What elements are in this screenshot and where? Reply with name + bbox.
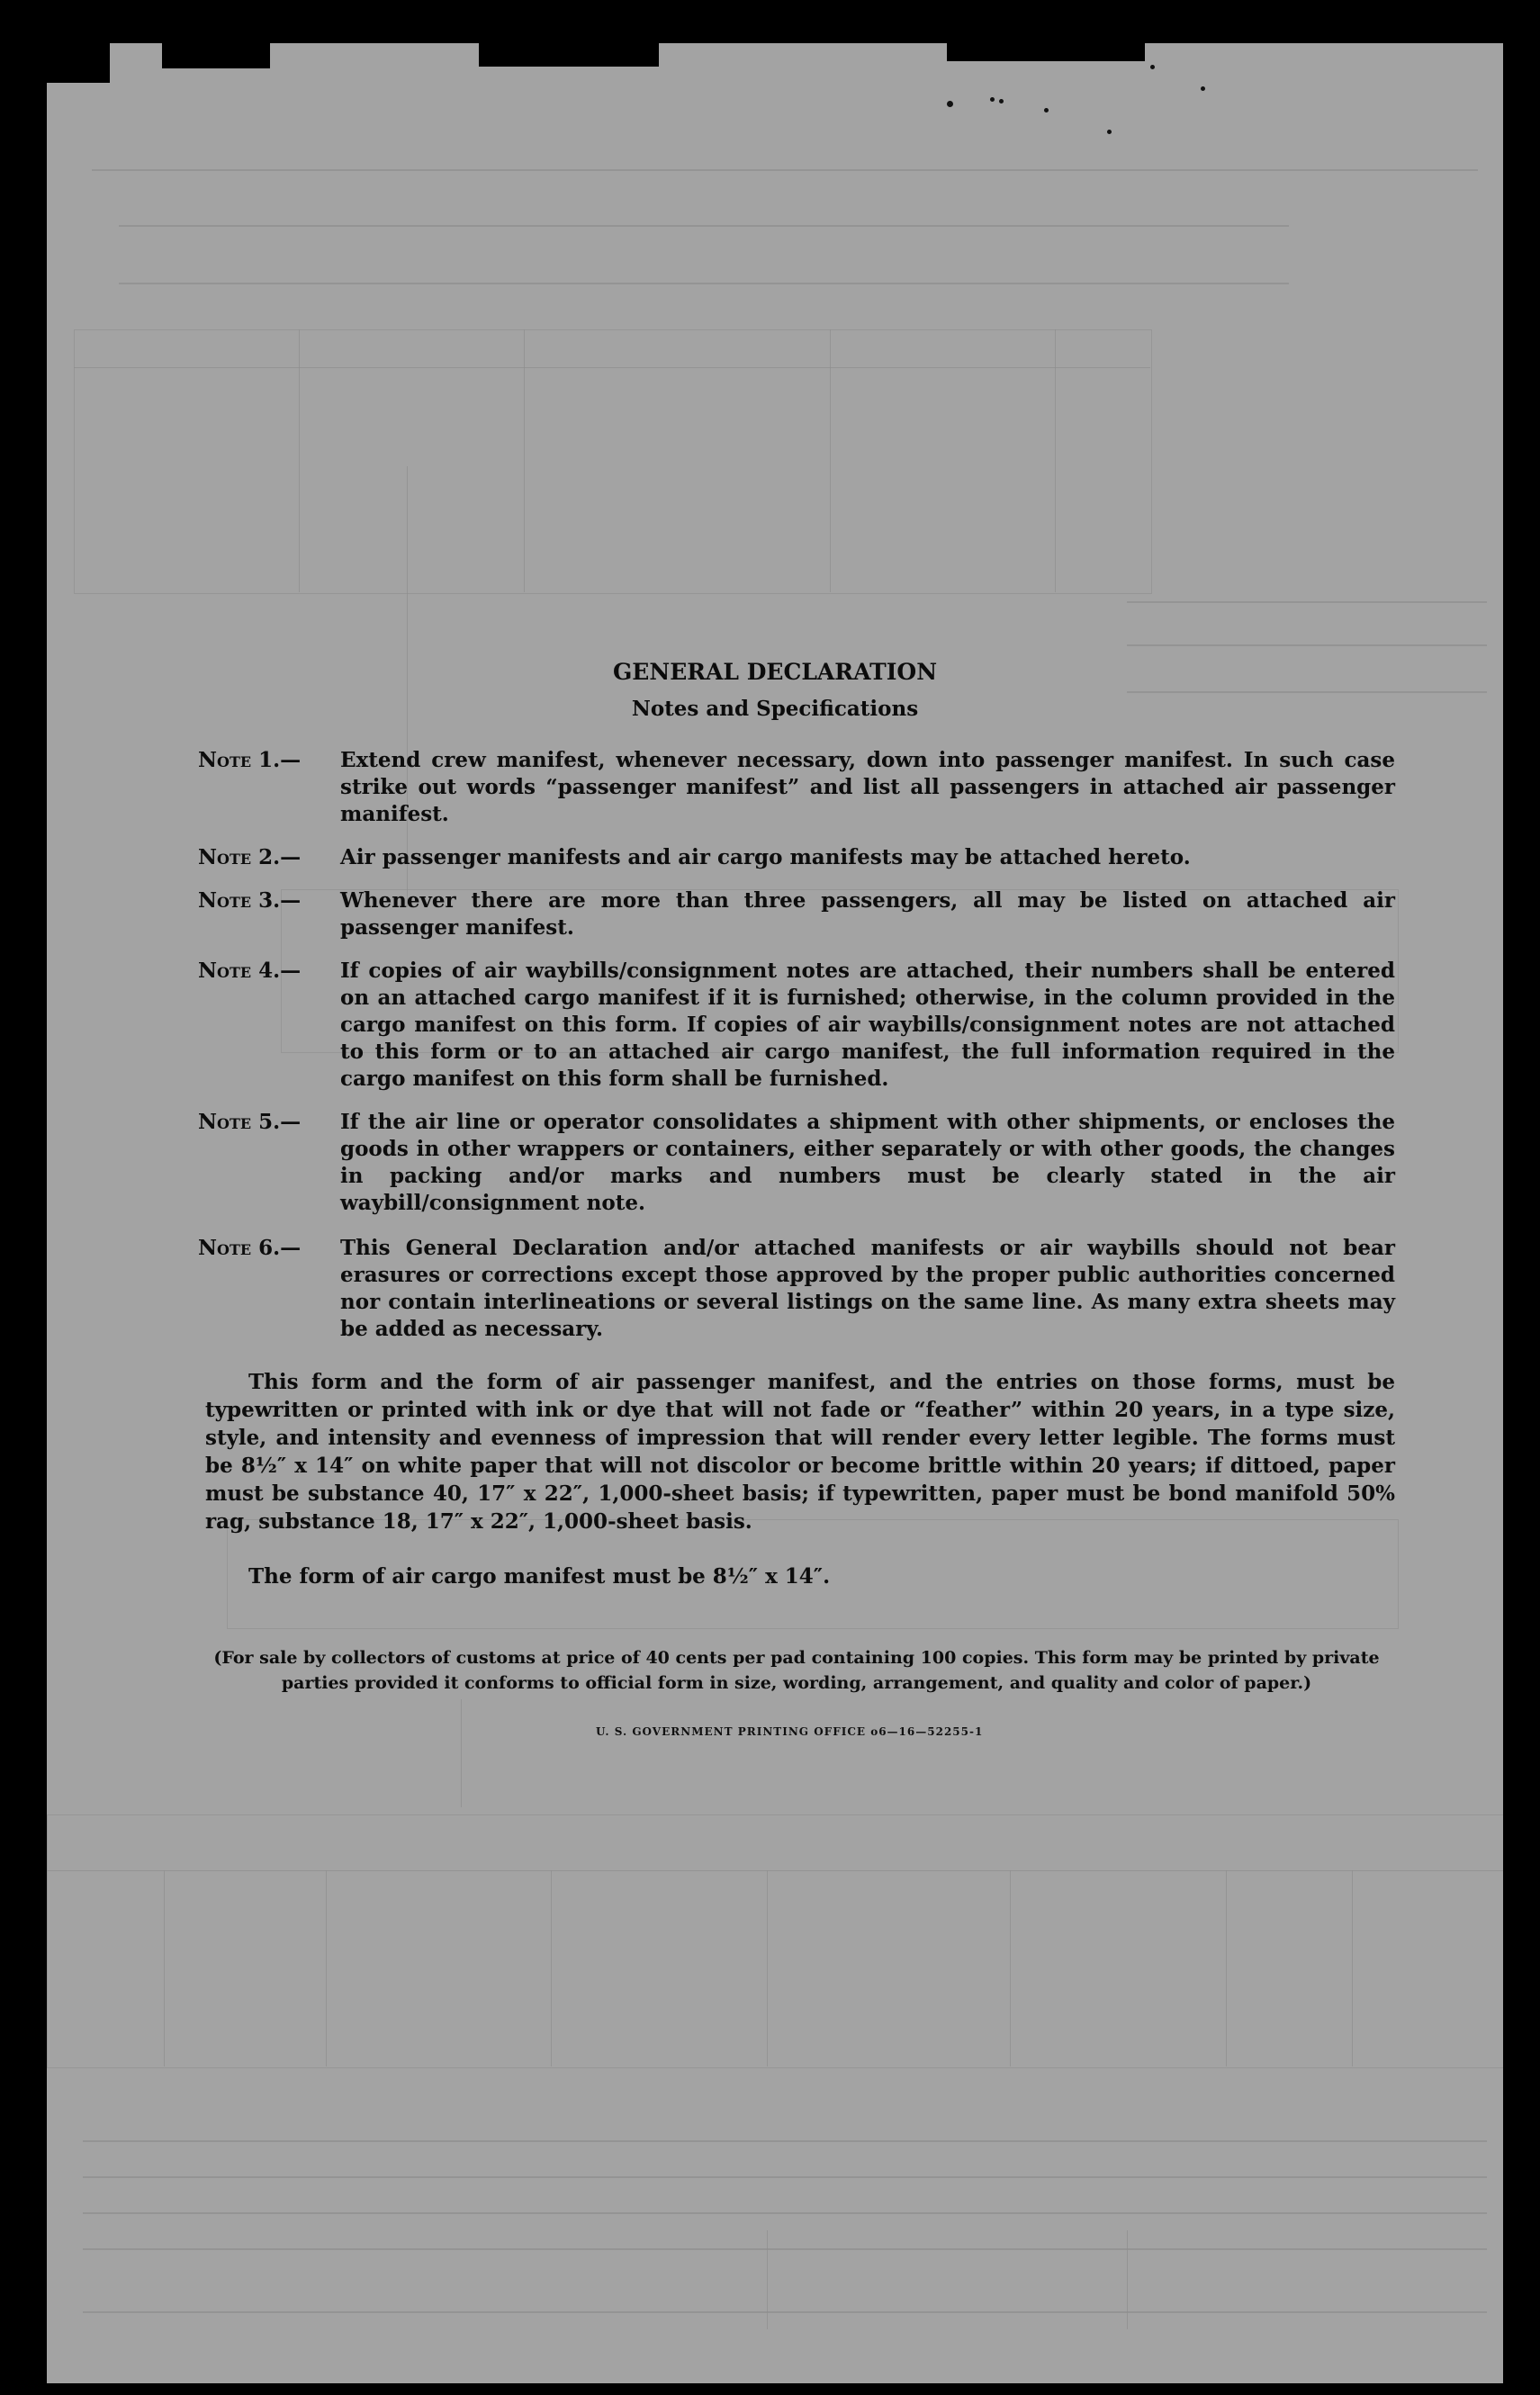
note-3	[198, 887, 1395, 941]
page-subtitle: Notes and Specifications	[631, 697, 919, 721]
note-label: Note 4.—	[198, 959, 302, 983]
paragraph-text: This form and the form of air passenger manifest, and the entries on those forms, must be typewritten or printed with ink or dye that will not fade or “feather” within 20 years, in a type size, style, and intensity and evenness of impression that will render every letter legible. The forms must be 8½″ x 14″ on white paper that will not discolor or become brittle within 20 years; if dittoed, paper must be substance 40, 17″ x 22″, 1,000-sheet basis; if typewritten, paper must be bond manifold 50% rag, substance 18, 17″ x 22″, 1,000-sheet basis.	[205, 1370, 1395, 1534]
note-6	[198, 1235, 1395, 1343]
note-label: Note 2.—	[198, 845, 302, 869]
printing-office-line: U. S. GOVERNMENT PRINTING OFFICE o6—16—52255-1	[596, 1725, 984, 1738]
torn-edge	[162, 43, 270, 68]
note-text: If the air line or operator consolidates a shipment with other shipments, or encloses the goods in other wrappers or containers, either separately or with other goods, the changes in packing and/or marks and numbers must be clearly stated in the air waybill/consignment note.	[340, 1110, 1395, 1215]
note-label: Note 1.—	[198, 748, 302, 772]
ink-speck	[1107, 130, 1112, 134]
ink-speck	[990, 97, 995, 102]
note-text: Extend crew manifest, whenever necessary, down into passenger manifest. In such case strike out words “passenger manifest” and list all passengers in attached air passenger manifest.	[340, 748, 1395, 826]
note-text: Whenever there are more than three passengers, all may be listed on attached air passenger manifest.	[340, 888, 1395, 940]
note-2	[198, 844, 1395, 871]
note-label: Note 3.—	[198, 888, 302, 913]
note-text: Air passenger manifests and air cargo manifests may be attached hereto.	[340, 845, 1191, 869]
note-label: Note 6.—	[198, 1236, 302, 1260]
ink-speck	[1044, 108, 1049, 113]
ink-speck	[947, 101, 953, 107]
torn-edge	[47, 43, 110, 83]
document-sheet	[47, 43, 1503, 2383]
cargo-manifest-size-note: The form of air cargo manifest must be 8½″ x 14″.	[248, 1564, 831, 1589]
page-title: GENERAL DECLARATION	[612, 659, 938, 685]
ink-speck	[999, 99, 1004, 104]
form-requirements-paragraph	[205, 1368, 1395, 1535]
sale-note: (For sale by collectors of customs at price of 40 cents per pad containing 100 copies. This form may be printed by private parties provided it conforms to official form in size, wording, arrangement, and quality and color of paper.)	[213, 1648, 1380, 1693]
note-text: This General Declaration and/or attached manifests or air waybills should not bear erasures or corrections except those approved by the proper public authorities concerned nor contain interlineations or several listings on the same line. As many extra sheets may be added as necessary.	[340, 1236, 1395, 1341]
note-label: Note 5.—	[198, 1110, 302, 1134]
ink-speck	[1201, 86, 1205, 91]
note-text: If copies of air waybills/consignment notes are attached, their numbers shall be entered on an attached cargo manifest if it is furnished; otherwise, in the column provided in the cargo manifest on this form. If copies of air waybills/consignment notes are not attached to this form or to an attached air cargo manifest, the full information required in the cargo manifest on this form shall be furnished.	[340, 959, 1395, 1091]
torn-edge	[947, 43, 1145, 61]
torn-edge	[479, 43, 659, 67]
note-5	[198, 1109, 1395, 1217]
note-1	[198, 747, 1395, 828]
ink-speck	[1150, 65, 1155, 69]
note-4	[198, 958, 1395, 1093]
